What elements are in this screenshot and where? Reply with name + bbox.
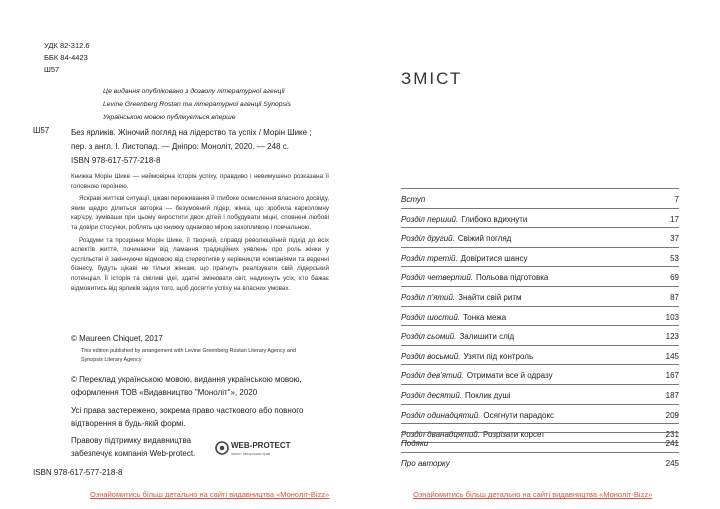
toc-page: 53 [670, 253, 679, 263]
toc-title-text: Тонка межа [463, 312, 507, 322]
license-line: Synopsis Literary Agency [81, 356, 142, 363]
toc-page: 69 [670, 273, 679, 283]
toc-row[interactable] [401, 208, 679, 228]
copyright-original: © Maureen Chiquet, 2017 [71, 334, 163, 343]
toc-prefix: Розділ десятий. [401, 390, 463, 400]
udk-line: УДК 82-312.6 [44, 41, 90, 50]
toc-row[interactable] [401, 306, 679, 326]
toc-prefix: Розділ перший. [401, 214, 459, 224]
isbn-bottom: ISBN 978-617-577-218-8 [33, 468, 123, 477]
notice-line: Levine Greenberg Rostan та літературної агенції Synopsis [103, 101, 291, 108]
toc-prefix: Розділ шостий. [401, 312, 461, 322]
isbn: ISBN 978-617-577-218-8 [71, 156, 161, 165]
notice-line: Українською мовою публікується вперше [103, 114, 236, 121]
toc-page: 245 [665, 458, 679, 468]
toc-row[interactable] [401, 266, 679, 286]
toc-prefix: Розділ четвертий. [401, 273, 474, 283]
publication-notice [103, 85, 333, 124]
toc-page: 241 [665, 439, 679, 448]
toc-page: 17 [670, 214, 679, 224]
toc-title-text: Вступ [401, 195, 426, 204]
toc-title-text: Знайти свій ритм [458, 292, 522, 302]
bbk-line: ББК 84-4423 [44, 53, 88, 62]
toc-row[interactable] [401, 286, 679, 306]
toc-page: 145 [665, 351, 679, 361]
toc-prefix: Розділ восьмий. [401, 351, 461, 361]
publisher-site-link[interactable]: Ознайомитись більш детально на сайті видавництва «Моноліт-Bizz» [90, 490, 330, 499]
license-line: This edition published by arrangement with Levine Greenberg Rostan Literary Agency and [81, 348, 296, 354]
toc-page: 209 [665, 410, 679, 420]
toc-row[interactable] [401, 188, 679, 208]
logo-text: WEB-PROTECT [231, 441, 291, 450]
toc-title-text: Подяки [401, 439, 429, 448]
toc-prefix: Розділ дев'ятий. [401, 371, 464, 381]
toc-row[interactable] [401, 452, 679, 472]
toc-title-text: Залишити слід [459, 332, 515, 342]
toc-row[interactable] [401, 364, 679, 384]
toc-page: 231 [665, 430, 679, 440]
toc-title: ЗМІСТ [401, 69, 463, 88]
toc-page: 87 [670, 292, 679, 302]
publisher-site-link[interactable]: Ознайомитись більш детально на сайті видавництва «Моноліт-Bizz» [413, 490, 653, 499]
notice-line: Це видання опубліковано з дозволу літературної агенції [103, 88, 285, 95]
logo-subtext: захист авторських прав [231, 452, 271, 456]
toc-title-text: Глибоко вдихнути [461, 214, 528, 224]
toc-row[interactable] [401, 227, 679, 247]
annotation-paragraph: Книжка Морін Шике — неймовірна історія успіху, правдиво і невимушено розказана її головною героїнею. [71, 173, 329, 190]
toc-page: 7 [674, 195, 679, 204]
toc-row[interactable] [401, 325, 679, 345]
table-of-contents [401, 188, 679, 443]
toc-title-text: Поклик душі [465, 390, 511, 400]
annotation-paragraph: Роздуми та прозріння Морін Шике, її творчий, справді революційний підхід до всіх аспектів життя, починаючи від ламання традиційних уявлень про роль жінки у суспільстві й закінчуючи відмовою від стереотипів у керівництві компаніями та веденні бізнесу, будуть цікаві не тільки жінкам, що прагнуть реалізувати свій лідерський потенціал. Її історія та сміливі ідеї, здатні змінювати світ, надихнуть усіх, хто бажає відмовитись від ярликів задля того, щоб досягти успіху на власних умовах. [71, 236, 329, 292]
toc-title-text: Свіжий погляд [457, 234, 512, 244]
copyright-translation: © Переклад українською мовою, видання українською мовою, оформлення ТОВ «Видавництво "Моноліт"», 2020 [71, 375, 302, 397]
right-page [360, 0, 720, 509]
toc-title-text: Узяти під контроль [463, 351, 534, 361]
toc-end-section [401, 432, 679, 471]
logo-dot-icon [220, 446, 225, 451]
bibliographic-description: Без ярликів. Жіночий погляд на лідерство та успіх / Морін Шике ; пер. з англ. І. Листопад. — Дніпро: Моноліт, 2020. — 248 с. [71, 128, 312, 151]
web-protect-logo [215, 438, 305, 458]
toc-title-text: Розрізати корсет [482, 430, 545, 440]
author-sign: Ш57 [33, 126, 50, 135]
toc-prefix: Розділ дванадцятий. [401, 430, 480, 440]
toc-row[interactable] [401, 247, 679, 267]
toc-row[interactable] [401, 404, 679, 424]
toc-title-text: Польова підготовка [476, 273, 549, 283]
toc-prefix: Розділ п'ятий. [401, 292, 456, 302]
rights-reserved: Усі права застережено, зокрема право часткового або повного відтворення в будь-якій формі. [71, 406, 304, 428]
author-sign-line: Ш57 [44, 65, 60, 74]
toc-title-text: Довіритися шансу [460, 253, 528, 263]
toc-prefix: Розділ одинадцятий. [401, 410, 481, 420]
toc-page: 167 [665, 371, 679, 381]
license-note [81, 347, 331, 364]
toc-page: 187 [665, 390, 679, 400]
toc-page: 37 [670, 234, 679, 244]
toc-title-text: Про авторку [401, 458, 450, 468]
toc-prefix: Розділ другий. [401, 234, 455, 244]
toc-row[interactable] [401, 432, 679, 452]
toc-page: 103 [665, 312, 679, 322]
toc-title-text: Отримати все й одразу [466, 371, 553, 381]
legal-support: Правову підтримку видавництва забезпечує компанія Web-protect. [71, 436, 196, 458]
udk-block [44, 40, 90, 76]
annotation-paragraph: Яскраві життєві ситуації, цікаві переживання й глибоке осмислення власного досвіду, яким щедро ділиться авторка — безумовний лідер, жінка, що зробила карколомну кар'єру, зуміваши при цьому виростити двох дітей і побудувати міцні, сповнені любові та довіри стосунки, роблять цю книжку однаково мірою захопливою і повчальною. [71, 195, 329, 231]
toc-row[interactable] [401, 384, 679, 404]
toc-prefix: Розділ сьомий. [401, 332, 457, 342]
toc-page: 123 [665, 332, 679, 342]
toc-title-text: Осягнути парадокс [483, 410, 555, 420]
annotation [71, 172, 329, 296]
toc-prefix: Розділ третій. [401, 253, 458, 263]
toc-row[interactable] [401, 345, 679, 365]
